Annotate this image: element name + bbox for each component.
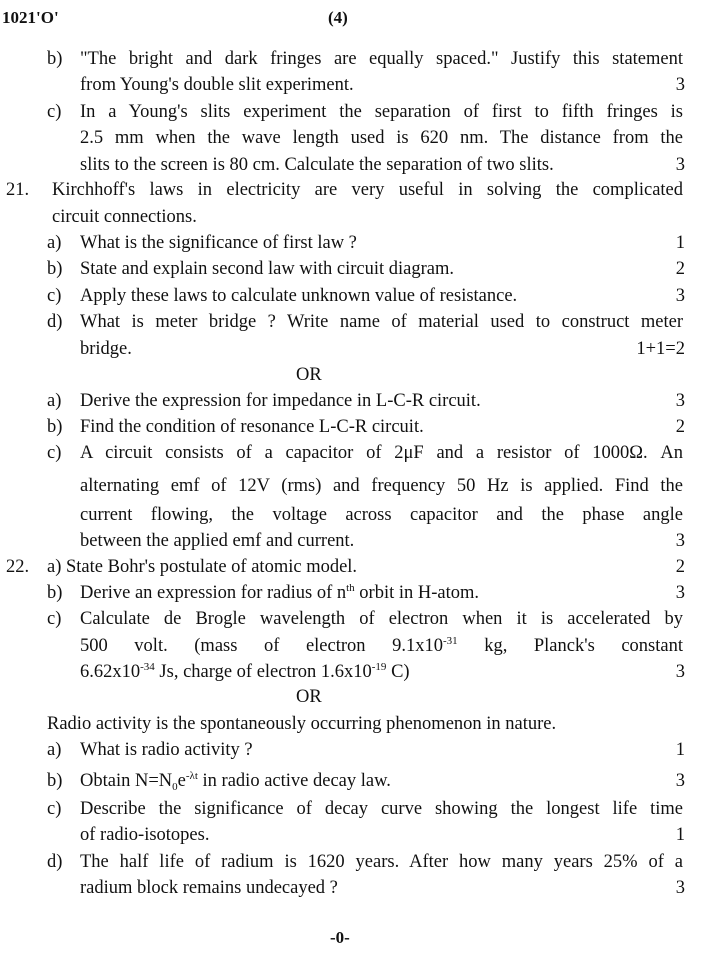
question-label: b) <box>47 583 63 603</box>
question-label: b) <box>47 259 63 279</box>
question-label: d) <box>47 852 63 872</box>
or-divider: OR <box>296 687 322 707</box>
marks-value: 3 <box>675 391 685 411</box>
text-segment: Derive an expression for radius of n <box>80 583 347 603</box>
marks-value: 3 <box>675 531 685 551</box>
question-label: a) <box>47 233 62 253</box>
or-divider: OR <box>296 365 322 385</box>
question-line: slits to the screen is 80 cm. Calculate the separation of two slits. <box>80 155 554 175</box>
question-line: Calculate de Brogle wavelength of electron when it is accelerated by <box>80 609 683 629</box>
marks-value: 2 <box>675 417 685 437</box>
question-label: c) <box>47 286 62 306</box>
question-label: c) <box>47 102 62 122</box>
marks-value: 3 <box>675 155 685 175</box>
question-line: radium block remains undecayed ? <box>80 878 338 898</box>
question-line: Apply these laws to calculate unknown value of resistance. <box>80 286 518 306</box>
question-line: of radio-isotopes. <box>80 825 210 845</box>
question-label: d) <box>47 312 63 332</box>
text-segment: 6.62x10 <box>80 662 141 682</box>
page-footer: -0- <box>330 928 350 947</box>
question-line: Find the condition of resonance L-C-R circuit. <box>80 417 424 437</box>
question-line: Describe the significance of decay curve showing the longest life time <box>80 799 683 819</box>
marks-value: 3 <box>675 878 685 898</box>
supscript: th <box>346 582 355 594</box>
page-number: (4) <box>328 8 348 27</box>
text-segment: C) <box>386 662 410 682</box>
subscript: 0 <box>172 781 178 793</box>
supscript: -31 <box>442 635 458 647</box>
question-line: In a Young's slits experiment the separation of first to fifth fringes is <box>80 102 683 122</box>
question-line: What is the significance of first law ? <box>80 233 357 253</box>
text-segment: e <box>177 771 186 791</box>
question-label: a) <box>47 391 62 411</box>
question-label: c) <box>47 443 62 463</box>
marks-value: 2 <box>675 557 685 577</box>
marks-value: 1 <box>675 740 685 760</box>
question-line: Derive the expression for impedance in L-C-R circuit. <box>80 391 481 411</box>
marks-value: 3 <box>675 771 685 791</box>
question-line <box>80 634 683 660</box>
question-line: circuit connections. <box>52 207 197 227</box>
question-label: 22. <box>6 557 30 577</box>
question-line: between the applied emf and current. <box>80 531 355 551</box>
question-label: a) <box>47 740 62 760</box>
question-line: What is radio activity ? <box>80 740 253 760</box>
question-label: 21. <box>6 180 30 200</box>
question-line: The half life of radium is 1620 years. After how many years 25% of a <box>80 852 683 872</box>
marks-value: 2 <box>675 259 685 279</box>
question-line <box>80 769 391 795</box>
marks-value: 1+1=2 <box>636 339 685 359</box>
marks-value: 3 <box>675 662 685 682</box>
question-label: b) <box>47 49 63 69</box>
question-line: "The bright and dark fringes are equally spaced." Justify this statement <box>80 49 683 69</box>
supscript: -19 <box>371 661 387 673</box>
question-line: a) State Bohr's postulate of atomic model. <box>47 557 358 577</box>
question-label: b) <box>47 417 63 437</box>
marks-value: 1 <box>675 233 685 253</box>
question-line: Kirchhoff's laws in electricity are very useful in solving the complicated <box>52 180 683 200</box>
question-line: alternating emf of 12V (rms) and frequency 50 Hz is applied. Find the <box>80 476 683 496</box>
question-line: current flowing, the voltage across capacitor and the phase angle <box>80 505 683 525</box>
marks-value: 3 <box>675 583 685 603</box>
marks-value: 1 <box>675 825 685 845</box>
text-segment: Js, charge of electron 1.6x10 <box>154 662 372 682</box>
page-header <box>0 6 719 32</box>
question-label: c) <box>47 609 62 629</box>
question-line: from Young's double slit experiment. <box>80 75 354 95</box>
marks-value: 3 <box>675 286 685 306</box>
question-line: bridge. <box>80 339 132 359</box>
marks-value: 3 <box>675 75 685 95</box>
question-line: A circuit consists of a capacitor of 2μF and a resistor of 1000Ω. An <box>80 443 683 463</box>
paper-code: 1021'O' <box>2 8 59 27</box>
text-segment: Obtain N=N <box>80 771 173 791</box>
text-segment: orbit in H-atom. <box>354 583 480 603</box>
supscript: -λt <box>185 770 198 782</box>
question-line: 2.5 mm when the wave length used is 620 nm. The distance from the <box>80 128 683 148</box>
supscript: -34 <box>140 661 155 673</box>
question-label: c) <box>47 799 62 819</box>
question-line: State and explain second law with circuit diagram. <box>80 259 454 279</box>
text-segment: 500 volt. (mass of electron 9.1x10 <box>80 636 443 656</box>
question-line <box>80 581 479 607</box>
text-segment: in radio active decay law. <box>197 771 391 791</box>
text-segment: kg, Planck's constant <box>457 636 683 656</box>
question-line <box>80 660 410 686</box>
question-line: What is meter bridge ? Write name of material used to construct meter <box>80 312 683 332</box>
question-line: Radio activity is the spontaneously occurring phenomenon in nature. <box>47 714 557 734</box>
question-label: b) <box>47 771 63 791</box>
